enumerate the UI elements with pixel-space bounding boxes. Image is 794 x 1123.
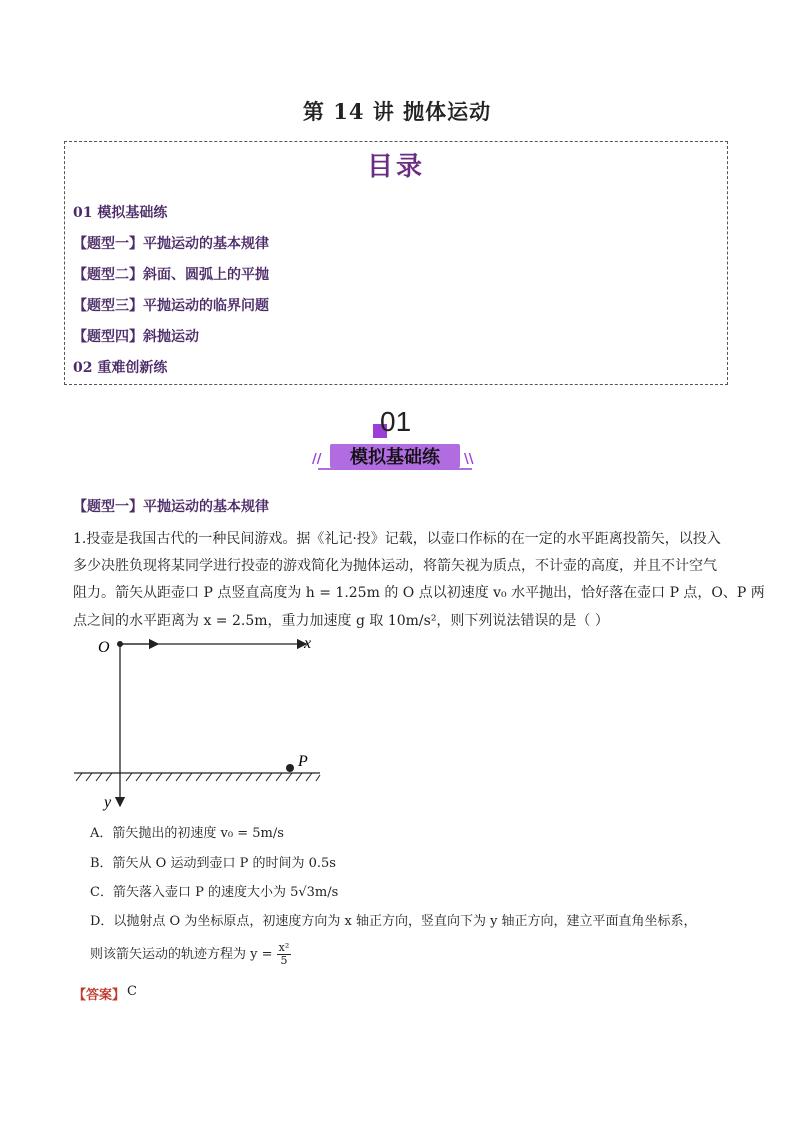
option-c[interactable]: C．箭矢落入壶口 P 的速度大小为 5√3m/s xyxy=(90,885,339,900)
question-type-heading: 【题型一】平抛运动的基本规律 xyxy=(73,499,269,515)
option-d-equation[interactable] xyxy=(90,942,291,967)
answer-value: C xyxy=(127,984,137,999)
y-axis-label: y xyxy=(104,794,112,811)
origin-point xyxy=(117,641,123,647)
banner-slash-left: // xyxy=(312,452,322,467)
question-line: 多少决胜负现将某同学进行投壶的游戏简化为抛体运动，将箭矢视为质点，不计壶的高度，并且不计空气 xyxy=(73,558,717,574)
section-number: 01 xyxy=(380,406,412,437)
equation-fraction xyxy=(277,942,292,967)
option-a[interactable]: A．箭矢抛出的初速度 v₀ = 5m/s xyxy=(90,826,284,841)
point-p xyxy=(286,764,294,772)
page-title: 第 14 讲 抛体运动 xyxy=(302,99,492,124)
fraction-denominator: 5 xyxy=(280,954,288,967)
projectile-diagram xyxy=(70,632,330,812)
question-line: 阻力。箭矢从距壶口 P 点竖直高度为 h = 1.25m 的 O 点以初速度 v₀ 水平抛出，恰好落在壶口 P 点，O、P 两 xyxy=(73,585,765,601)
section-title: 模拟基础练 xyxy=(350,447,440,467)
toc-item[interactable]: 02 重难创新练 xyxy=(73,360,168,376)
equation-prefix: 则该箭矢运动的轨迹方程为 y = xyxy=(90,947,273,962)
point-p-label: P xyxy=(298,753,308,770)
fraction-numerator: x² xyxy=(278,941,290,954)
option-b[interactable]: B．箭矢从 O 运动到壶口 P 的时间为 0.5s xyxy=(90,856,336,871)
answer-label: 【答案】 xyxy=(73,988,126,1003)
table-of-contents xyxy=(64,141,728,385)
option-d[interactable]: D．以抛射点 O 为坐标原点，初速度方向为 x 轴正方向，竖直向下为 y 轴正方向，建立平面直角坐标系， xyxy=(90,914,697,929)
toc-item[interactable]: 【题型四】斜抛运动 xyxy=(73,329,199,345)
x-axis-label: x xyxy=(304,635,312,652)
banner-slash-right: \\ xyxy=(464,452,474,467)
question-line: 点之间的水平距离为 x = 2.5m，重力加速度 g 取 10m/s²，则下列说法错误的是（ ） xyxy=(73,613,609,629)
question-line: 1.投壶是我国古代的一种民间游戏。据《礼记·投》记载，以壶口作标的在一定的水平距离投箭矢，以投入 xyxy=(73,531,721,547)
toc-heading: 目录 xyxy=(366,152,425,182)
toc-item[interactable]: 【题型一】平抛运动的基本规律 xyxy=(73,236,269,252)
toc-item[interactable]: 01 模拟基础练 xyxy=(73,205,168,221)
toc-item[interactable]: 【题型三】平抛运动的临界问题 xyxy=(73,298,269,314)
ground-hatching xyxy=(76,773,320,781)
toc-item[interactable]: 【题型二】斜面、圆弧上的平抛 xyxy=(73,267,269,283)
origin-label: O xyxy=(98,639,110,656)
